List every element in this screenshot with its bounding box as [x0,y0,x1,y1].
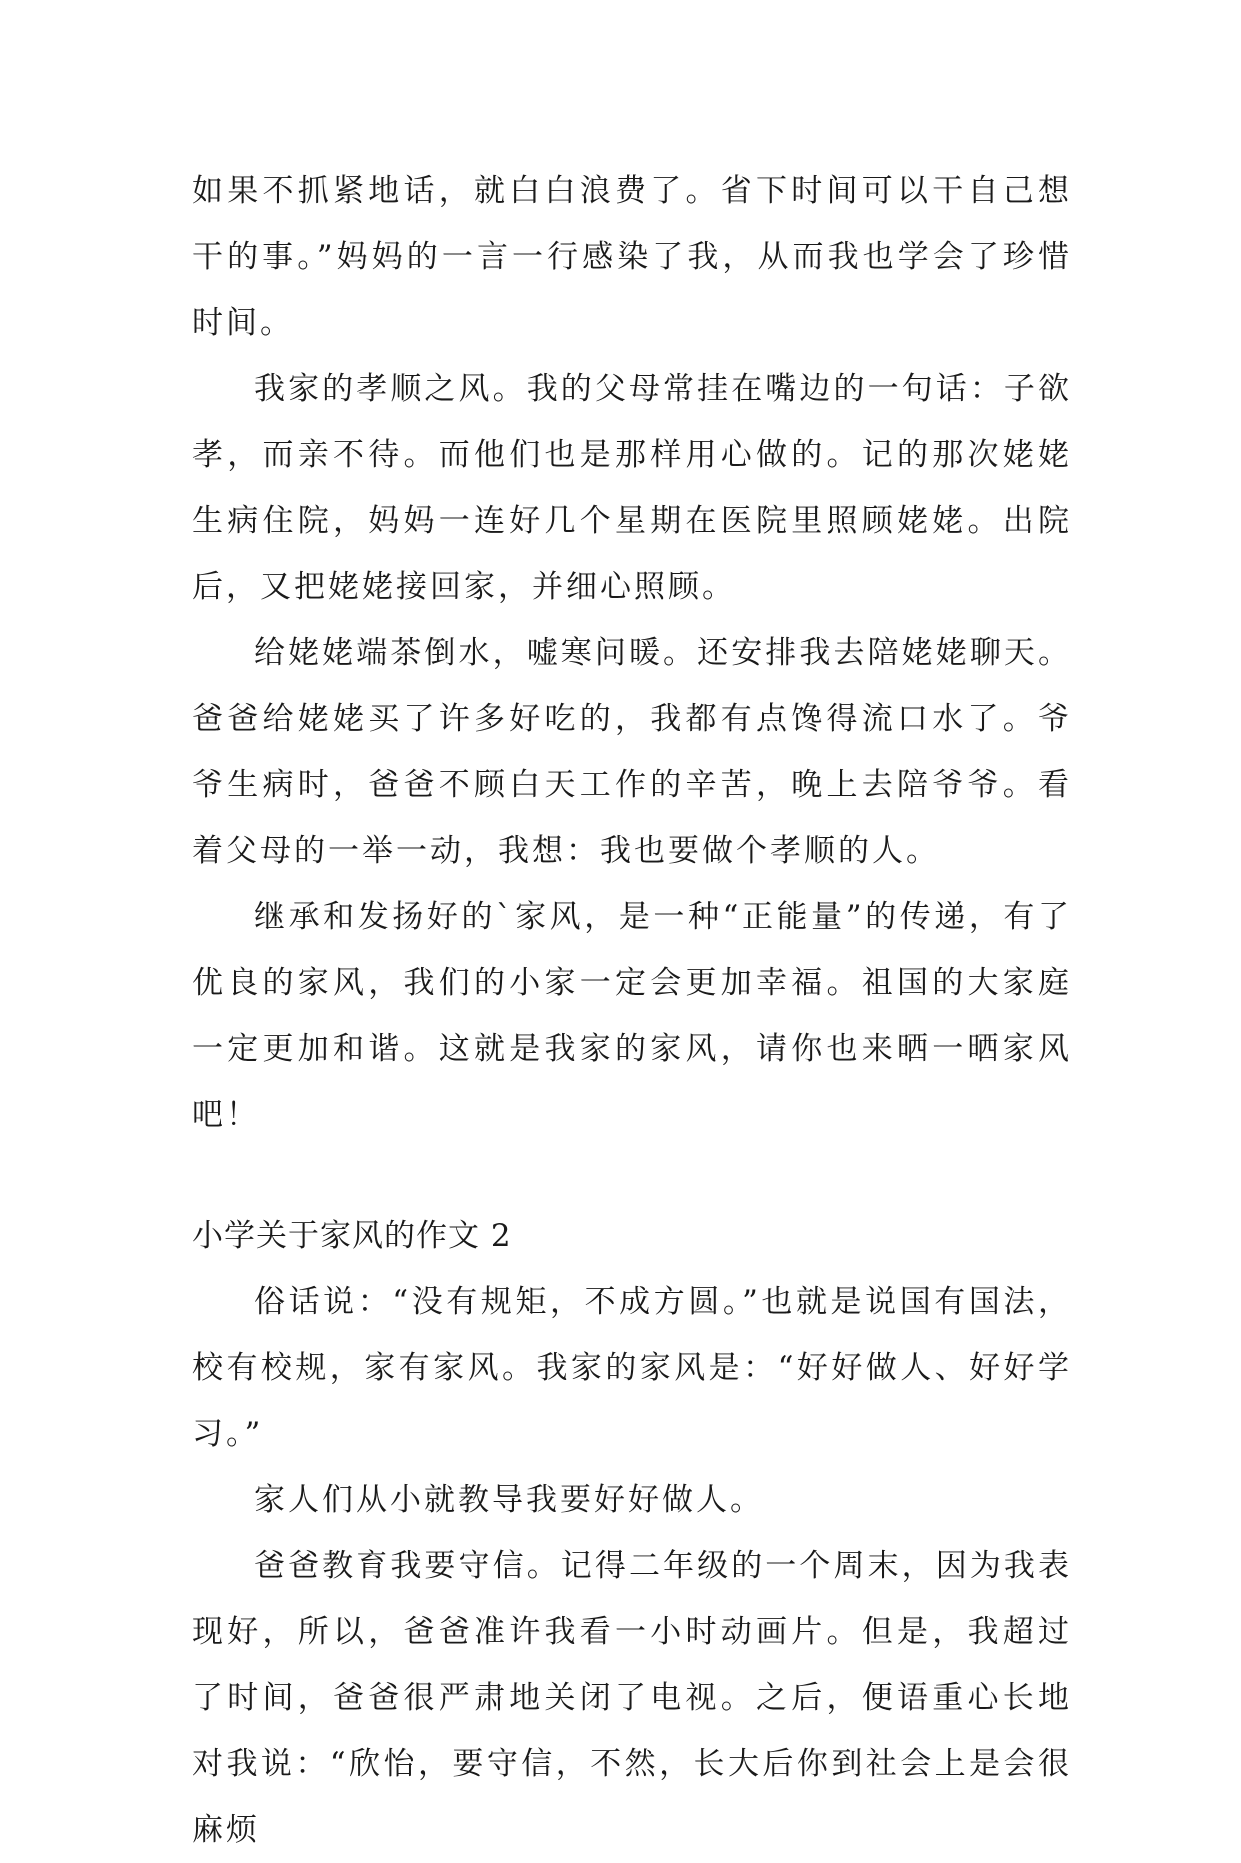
section-title: 小学关于家风的作文 2 [192,1218,512,1254]
paragraph: 给姥姥端茶倒水，嘘寒问暖。还安排我去陪姥姥聊天。爸爸给姥姥买了许多好吃的，我都有点馋得流口水了。爷爷生病时，爸爸不顾白天工作的辛苦，晚上去陪爷爷。看着父母的一举一动，我想：我也要做个孝顺的人。 [192,635,1072,869]
paragraph: 我家的孝顺之风。我的父母常挂在嘴边的一句话：子欲孝，而亲不待。而他们也是那样用心做的。记的那次姥姥生病住院，妈妈一连好几个星期在医院里照顾姥姥。出院后，又把姥姥接回家，并细心照顾。 [192,371,1072,605]
paragraph: 继承和发扬好的`家风，是一种“正能量”的传递，有了优良的家风，我们的小家一定会更加幸福。祖国的大家庭一定更加和谐。这就是我家的家风，请你也来晒一晒家风吧！ [192,899,1072,1133]
document-body [192,158,1072,1863]
paragraph: 爸爸教育我要守信。记得二年级的一个周末，因为我表现好，所以，爸爸准许我看一小时动画片。但是，我超过了时间，爸爸很严肃地关闭了电视。之后，便语重心长地对我说：“欣怡，要守信，不然，长大后你到社会上是会很麻烦 [192,1548,1072,1848]
paragraph: 俗话说：“没有规矩，不成方圆。”也就是说国有国法，校有校规，家有家风。我家的家风是：“好好做人、好好学习。” [192,1284,1072,1452]
paragraph: 家人们从小就教导我要好好做人。 [254,1482,764,1518]
paragraph-continued: 如果不抓紧地话，就白白浪费了。省下时间可以干自己想干的事。”妈妈的一言一行感染了我，从而我也学会了珍惜时间。 [192,173,1072,341]
